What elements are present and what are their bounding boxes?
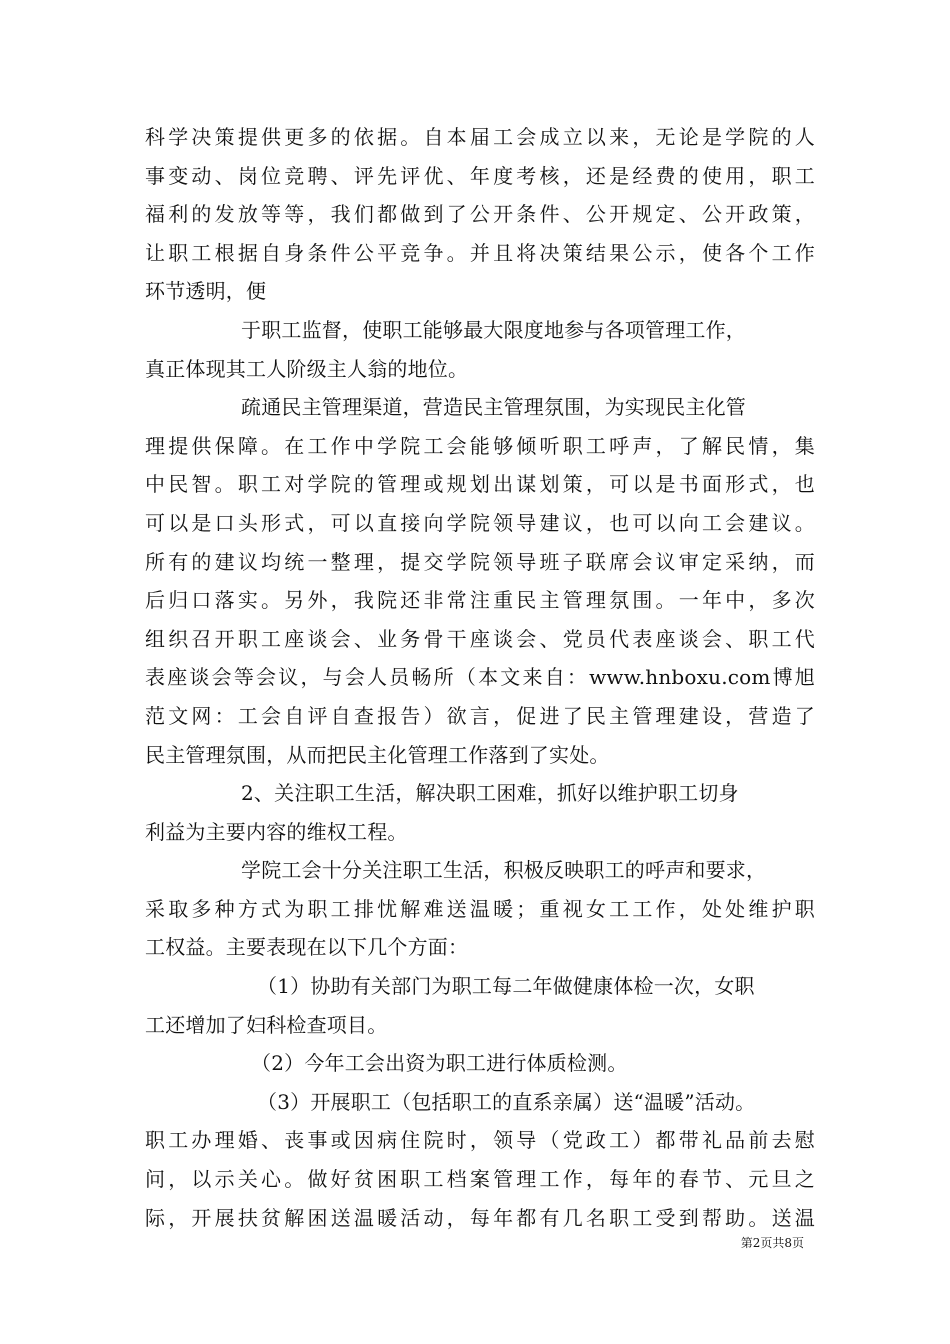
text-line: 表座谈会等会议，与会人员畅所（本文来自：www.hnboxu.com博旭 — [145, 665, 815, 690]
text-line: 利益为主要内容的维权工程。 — [145, 819, 408, 844]
text-line: （1）协助有关部门为职工每二年做健康体检一次，女职 — [257, 974, 755, 999]
text-line: 福利的发放等等，我们都做到了公开条件、公开规定、公开政策， — [145, 202, 815, 227]
text-line: 组织召开职工座谈会、业务骨干座谈会、党员代表座谈会、职工代 — [145, 626, 815, 651]
text-line: 2、关注职工生活，解决职工困难，抓好以维护职工切身 — [241, 781, 739, 806]
text-line: 范文网：工会自评自查报告）欲言，促进了民主管理建设，营造了 — [145, 703, 815, 728]
text-line: 可以是口头形式，可以直接向学院领导建议，也可以向工会建议。 — [145, 510, 815, 535]
text-line: （2）今年工会出资为职工进行体质检测。 — [251, 1051, 628, 1076]
text-line: 让职工根据自身条件公平竞争。并且将决策结果公示，使各个工作 — [145, 240, 815, 265]
text-line: 际，开展扶贫解困送温暖活动，每年都有几名职工受到帮助。送温 — [145, 1205, 815, 1230]
text-line: 疏通民主管理渠道，营造民主管理氛围，为实现民主化管 — [241, 395, 746, 420]
text-line: 环节透明，便 — [145, 279, 267, 304]
text-line: 于职工监督，使职工能够最大限度地参与各项管理工作， — [241, 317, 746, 342]
text-line: 后归口落实。另外，我院还非常注重民主管理氛围。一年中，多次 — [145, 588, 815, 613]
text-line: 所有的建议均统一整理，提交学院领导班子联席会议审定采纳，而 — [145, 549, 815, 574]
text-line: 民主管理氛围，从而把民主化管理工作落到了实处。 — [145, 742, 610, 767]
text-line: 工还增加了妇科检查项目。 — [145, 1012, 388, 1037]
text-line: 中民智。职工对学院的管理或规划出谋划策，可以是书面形式，也 — [145, 472, 815, 497]
text-line: 理提供保障。在工作中学院工会能够倾听职工呼声，了解民情，集 — [145, 433, 815, 458]
text-line: 工权益。主要表现在以下几个方面： — [145, 935, 469, 960]
text-line: 科学决策提供更多的依据。自本届工会成立以来，无论是学院的人 — [145, 125, 815, 149]
text-line: 真正体现其工人阶级主人翁的地位。 — [145, 356, 469, 381]
text-line: （3）开展职工（包括职工的直系亲属）送“温暖”活动。 — [257, 1089, 756, 1114]
text-line: 问，以示关心。做好贫困职工档案管理工作，每年的春节、元旦之 — [145, 1167, 815, 1192]
text-line: 采取多种方式为职工排忧解难送温暖；重视女工工作，处处维护职 — [145, 896, 815, 921]
page-number: 第2页共8页 — [740, 1236, 804, 1250]
text-line: 学院工会十分关注职工生活，积极反映职工的呼声和要求， — [241, 858, 767, 883]
text-line: 事变动、岗位竞聘、评先评优、年度考核，还是经费的使用，职工 — [145, 163, 815, 188]
text-line: 职工办理婚、丧事或因病住院时，领导（党政工）都带礼品前去慰 — [145, 1128, 815, 1153]
body-text — [145, 118, 815, 1237]
